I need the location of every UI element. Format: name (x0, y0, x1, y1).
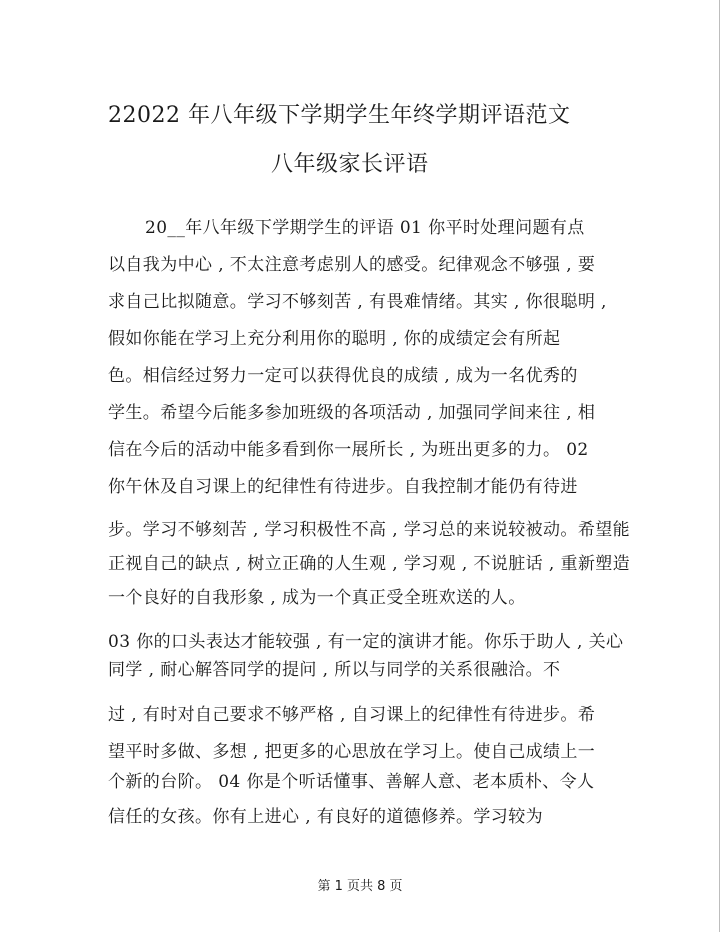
body-line: 你午休及自习课上的纪律性有待进步。自我控制才能仍有待进 (108, 477, 578, 497)
body-line: 同学 , 耐心解答同学的提问 , 所以与同学的关系很融洽。不 (108, 660, 561, 680)
document-subtitle: 八年级家长评语 (271, 152, 429, 177)
body-line: 望平时多做、多想 , 把更多的心思放在学习上。使自己成绩上一 (108, 742, 596, 762)
document-title: 22022 年八年级下学期学生年终学期评语范文 (108, 103, 571, 128)
body-line: 假如你能在学习上充分利用你的聪明 , 你的成绩定会有所起 (108, 329, 561, 349)
body-line: 信在今后的活动中能多看到你一展所长 , 为班出更多的力。 02 (108, 440, 589, 460)
body-line: 求自己比拟随意。学习不够刻苦 , 有畏难情绪。其实 , 你很聪明 , (108, 292, 607, 312)
body-line: 学生。希望今后能多参加班级的各项活动 , 加强同学间来往 , 相 (108, 403, 596, 423)
body-line: 色。相信经过努力一定可以获得优良的成绩 , 成为一名优秀的 (108, 366, 578, 386)
body-line: 个新的台阶。 04 你是个听话懂事、善解人意、老本质朴、令人 (108, 772, 595, 792)
body-line: 一个良好的自我形象 , 成为一个真正受全班欢送的人。 (108, 588, 526, 608)
page-number: 第 1 页共 8 页 (317, 879, 403, 894)
body-line: 信任的女孩。你有上进心 , 有良好的道德修养。学习较为 (108, 807, 544, 827)
body-line: 03 你的口头表达才能较强 , 有一定的演讲才能。你乐于助人 , 关心 (108, 632, 624, 652)
body-line: 以自我为中心 , 不太注意考虑别人的感受。纪律观念不够强 , 要 (108, 255, 596, 275)
body-line: 正视自己的缺点 , 树立正确的人生观 , 学习观 , 不说脏话 , 重新塑造 (108, 554, 631, 574)
body-line: 步。学习不够刻苦 , 学习积极性不高 , 学习总的来说较被动。希望能 (108, 520, 631, 540)
body-line: 20__年八年级下学期学生的评语 01 你平时处理问题有点 (145, 218, 585, 238)
body-line: 过 , 有时对自己要求不够严格 , 自习课上的纪律性有待进步。希 (108, 705, 596, 725)
